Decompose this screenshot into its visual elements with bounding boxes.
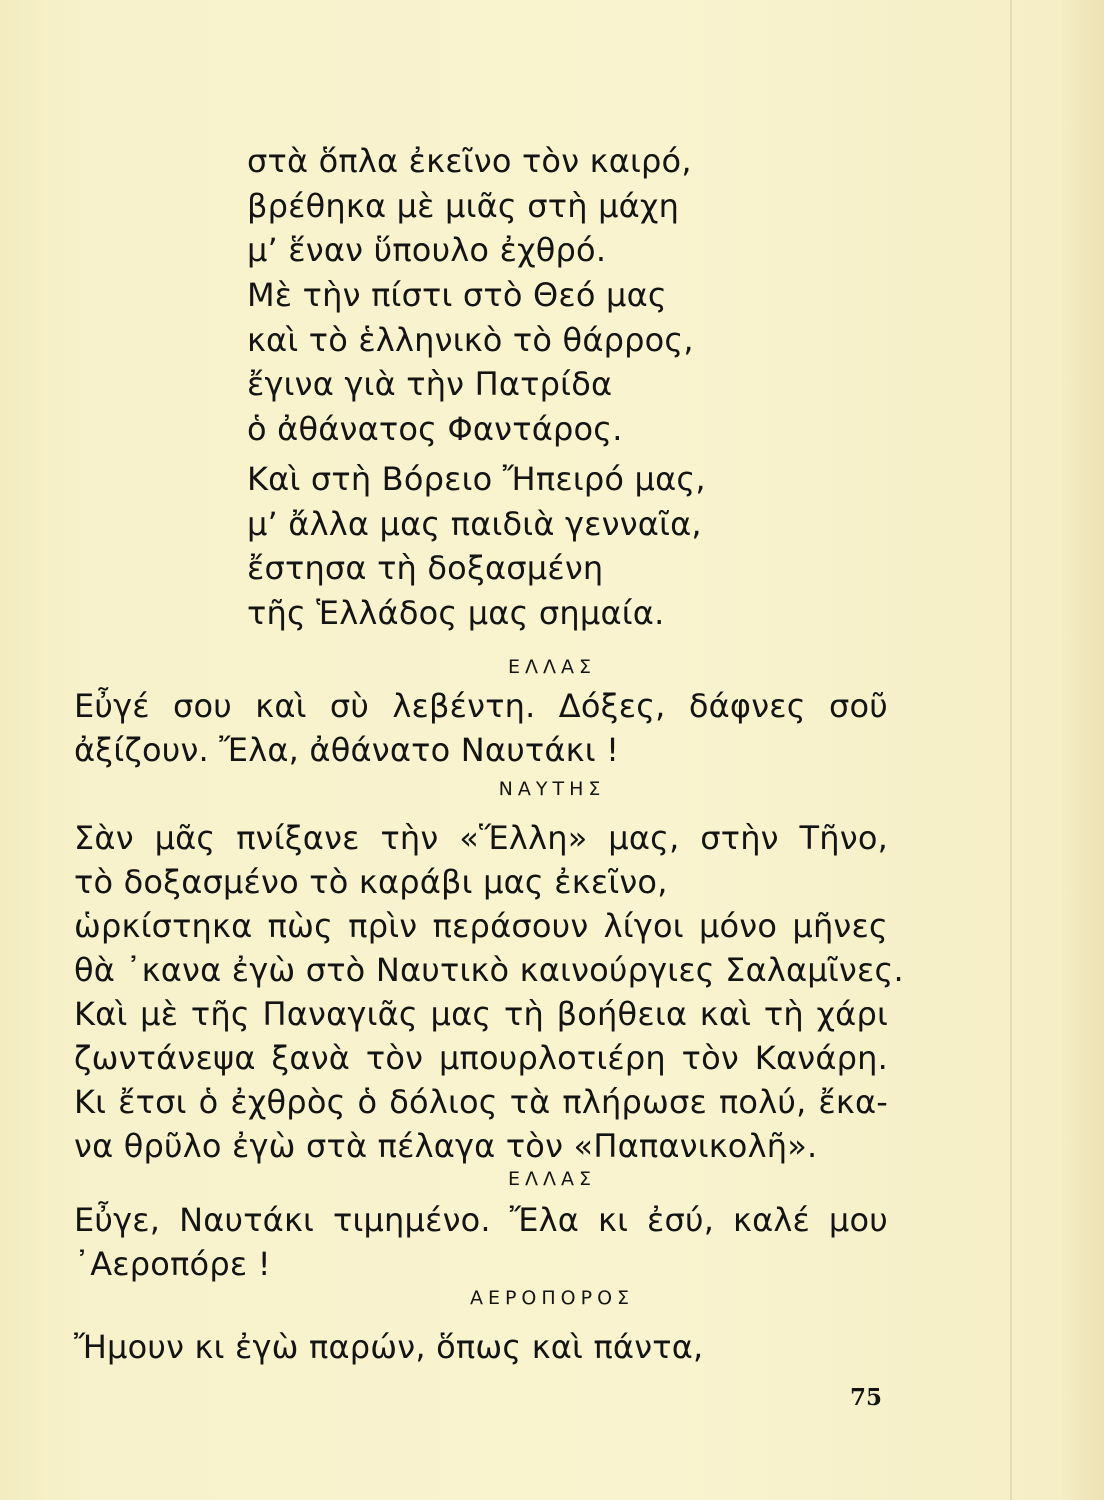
speech-ellas-1 (74, 684, 888, 772)
speech-aeroporos (74, 1325, 888, 1369)
speech-naftis (74, 816, 904, 1168)
speech-line: Κι ἔτσι ὁ ἐχθρὸς ὁ δόλιος τὰ πλήρωσε πολύ, ἔκα- (74, 1083, 888, 1121)
verse-line: ὁ ἀθάνατος Φαντάρος. (247, 409, 623, 448)
verse-line: μ’ ἄλλα μας παιδιὰ γενναῖα, (247, 504, 702, 543)
speaker-label-ellas: ΕΛΛΑΣ (507, 1168, 596, 1190)
speech-line: θὰ ᾿κανα ἐγὼ στὸ Ναυτικὸ καινούργιες Σαλαμῖνες. (74, 951, 904, 989)
page-number: 75 (850, 1384, 883, 1411)
speech-line: Ἤμουν κι ἐγὼ παρών, ὅπως καὶ πάντα, (74, 1328, 704, 1366)
verse-line: Καὶ στὴ Βόρειο Ἤπειρό μας, (247, 460, 706, 498)
speech-line: Καὶ μὲ τῆς Παναγιᾶς μας τὴ βοήθεια καὶ τὴ χάρι (74, 995, 888, 1033)
speech-line: ὡρκίστηκα πὼς πρὶν περάσουν λίγοι μόνο μῆνες (74, 907, 888, 945)
speech-line: Εὖγε, Ναυτάκι τιμημένο. Ἔλα κι ἐσύ, καλέ μου (74, 1201, 888, 1239)
speaker-label-ellas: ΕΛΛΑΣ (507, 656, 596, 678)
verse-line: τῆς Ἑλλάδος μας σημαία. (247, 593, 665, 632)
speaker-label-naftis: ΝΑΥΤΗΣ (498, 778, 606, 800)
verse-line: βρέθηκα μὲ μιᾶς στὴ μάχη (247, 186, 680, 225)
speech-line: ἀξίζουν. Ἔλα, ἀθάνατο Ναυτάκι ! (74, 731, 620, 769)
speech-line: τὸ δοξασμένο τὸ καράβι μας ἐκεῖνο, (74, 863, 668, 901)
speech-line: να θρῦλο ἐγὼ στὰ πέλαγα τὸν «Παπανικολῆ». (74, 1127, 818, 1165)
verse-stanza-2 (247, 273, 694, 451)
speech-line: Σὰν μᾶς πνίξανε τὴν «Ἕλλη» μας, στὴν Τῆνο, (74, 819, 888, 857)
verse-line: καὶ τὸ ἑλληνικὸ τὸ θάρρος, (247, 320, 694, 359)
speech-ellas-2 (74, 1198, 888, 1286)
verse-line: Μὲ τὴν πίστι στὸ Θεό μας (247, 276, 667, 314)
page-edge-line (1010, 0, 1012, 1500)
speaker-label-aeroporos: ΑΕΡΟΠΟΡΟΣ (469, 1287, 635, 1309)
speech-line: ζωντάνεψα ξανὰ τὸν μπουρλοτιέρη τὸν Κανάρη. (74, 1039, 888, 1077)
verse-line: μ’ ἕναν ὕπουλο ἐχθρό. (247, 231, 607, 269)
verse-line: στὰ ὅπλα ἐκεῖνο τὸν καιρό, (247, 142, 692, 180)
verse-stanza-3 (247, 457, 706, 635)
verse-line: ἔγινα γιὰ τὴν Πατρίδα (247, 365, 613, 403)
verse-stanza-1 (247, 139, 692, 273)
speech-line: Εὖγέ σου καὶ σὺ λεβέντη. Δόξες, δάφνες σοῦ (74, 687, 888, 725)
speech-line: ᾿Αεροπόρε ! (74, 1245, 271, 1283)
verse-line: ἔστησα τὴ δοξασμένη (247, 549, 604, 587)
